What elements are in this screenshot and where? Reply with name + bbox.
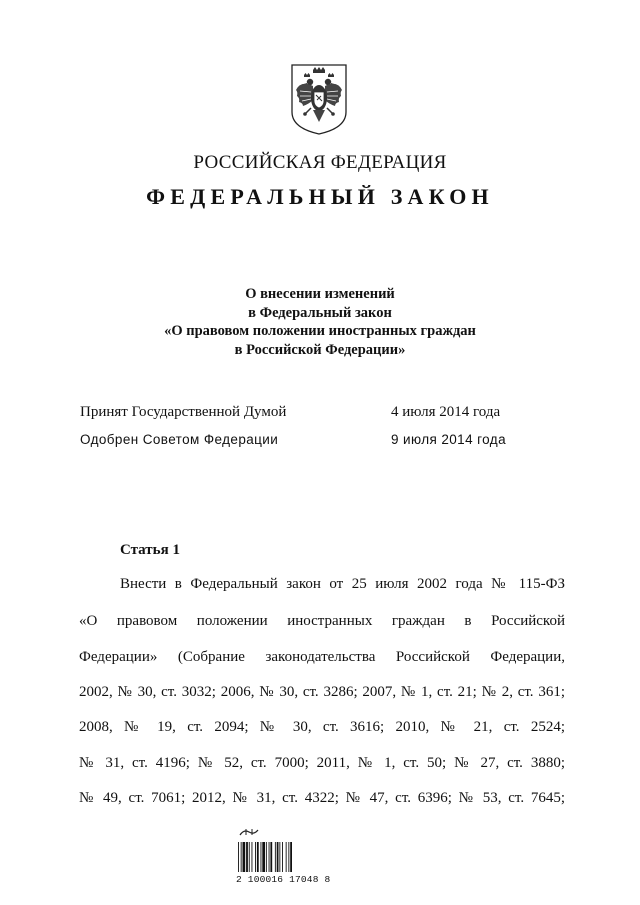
barcode-bar (282, 842, 283, 872)
barcode-bar (270, 842, 272, 872)
adoption-label-council: Одобрен Советом Федерации (80, 432, 279, 447)
barcode-bar (241, 842, 242, 872)
barcode-bar (266, 842, 267, 872)
barcode (237, 842, 313, 872)
article-text-line: Внести в Федеральный закон от 25 июля 2002 года № 115-ФЗ (120, 576, 565, 592)
article-text-line: № 49, ст. 7061; 2012, № 31, ст. 4322; № 47, ст. 6396; № 53, ст. 7645; (79, 790, 565, 806)
barcode-bar (261, 842, 262, 872)
barcode-bar (249, 842, 250, 872)
article-text-line: Федерации» (Собрание законодательства Российской Федерации, (79, 649, 565, 665)
barcode-bar (257, 842, 259, 872)
article-text-line: «О правовом положении иностранных граждан в Российской (79, 613, 565, 629)
document-type: ФЕДЕРАЛЬНЫЙ ЗАКОН (146, 184, 494, 209)
barcode-bar (279, 842, 280, 872)
law-title-line: в Российской Федерации» (234, 341, 406, 358)
barcode-bar (243, 842, 246, 872)
adoption-date-council: 9 июля 2014 года (391, 432, 506, 447)
barcode-bar (262, 842, 265, 872)
law-title-line: О внесении изменений (245, 286, 395, 302)
country-name: РОССИЙСКАЯ ФЕДЕРАЦИЯ (193, 152, 447, 173)
barcode-bar (286, 842, 287, 872)
barcode-bar (252, 842, 253, 872)
barcode-bar (238, 842, 239, 872)
barcode-bar (246, 842, 248, 872)
barcode-bar (290, 842, 292, 872)
law-title-line: «О правовом положении иностранных граждан (164, 323, 476, 339)
article-text-line: 2008, № 19, ст. 2094; № 30, ст. 3616; 2010, № 21, ст. 2524; (79, 719, 565, 735)
barcode-bar (275, 842, 276, 872)
barcode-bar (255, 842, 256, 872)
article-heading: Статья 1 (120, 542, 180, 558)
barcode-registration-mark (238, 827, 260, 837)
law-title-line: в Федеральный закон (248, 304, 392, 321)
adoption-label-duma: Принят Государственной Думой (80, 404, 287, 420)
barcode-bar (288, 842, 289, 872)
article-text-line: № 31, ст. 4196; № 52, ст. 7000; 2011, № 1, ст. 50; № 27, ст. 3880; (79, 755, 565, 771)
barcode-bar (269, 842, 270, 872)
barcode-bar (277, 842, 279, 872)
law-title (0, 285, 640, 359)
adoption-date-duma: 4 июля 2014 года (391, 404, 501, 420)
coat-of-arms-emblem (289, 62, 349, 136)
barcode-number: 2 100016 17048 8 (236, 874, 331, 885)
article-text-line: 2002, № 30, ст. 3032; 2006, № 30, ст. 3286; 2007, № 1, ст. 21; № 2, ст. 361; (79, 684, 565, 700)
